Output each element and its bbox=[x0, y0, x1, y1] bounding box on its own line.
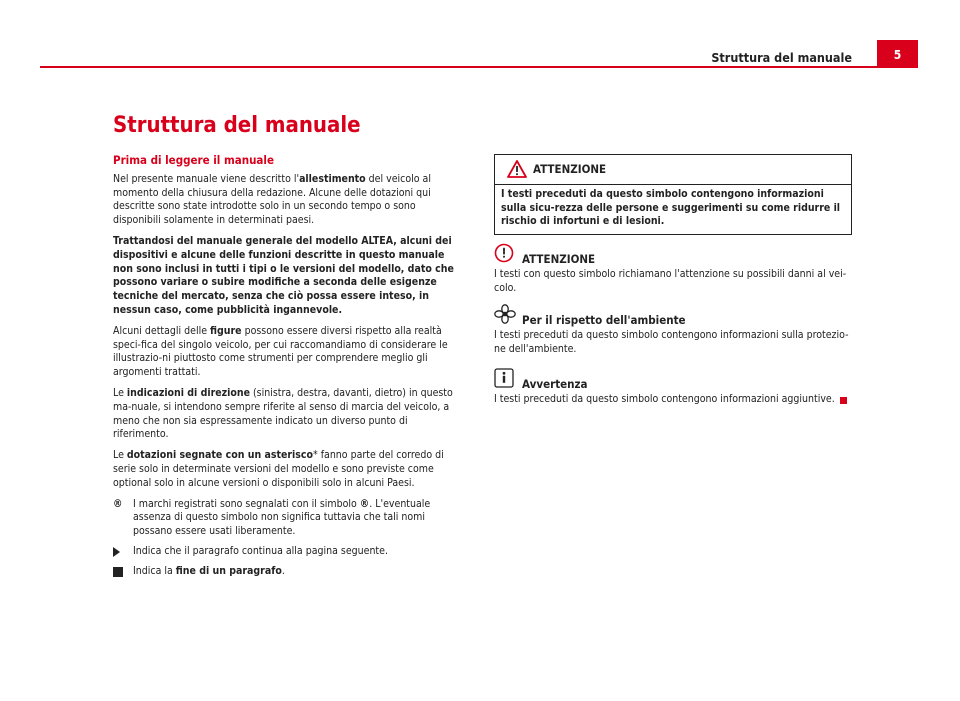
paragraph-asterisk: Le dotazioni segnate con un asterisco* fanno parte del corredo di serie solo in determinate versioni del modello e sono previste come optional solo in alcune versioni o disponibili solo in alcuni Paesi. bbox=[113, 449, 444, 489]
list-item-registered: ® I marchi registrati sono segnalati con il simbolo ®. L'eventuale assenza di questo simbolo non significa tuttavia che tali nomi possano essere usati liberamente. bbox=[113, 497, 431, 538]
header-title: Struttura del manuale bbox=[711, 50, 852, 65]
arrow-right-icon bbox=[113, 547, 120, 557]
note-body: I testi preceduti da questo simbolo contengono informazioni aggiuntive. bbox=[494, 392, 835, 405]
exclamation-circle-icon bbox=[494, 243, 522, 267]
paragraph-disclaimer: Trattandosi del manuale generale del modello ALTEA, alcuni dei dispositivi e alcune delle funzioni descritte in questo manuale non sono inclusi in tutti i tipi o le versioni del modello, dato che possono variare o subire modifiche a seconda delle esigenze tecniche del mercato, senza che ciò possa essere inteso, in nessun caso, come pubblicità ingannevole. bbox=[113, 234, 454, 316]
paragraph-directions: Le indicazioni di direzione (sinistra, destra, davanti, dietro) in questo ma-nuale, si intendono sempre riferite al senso di marcia del veicolo, a meno che non sia espressamente indicato un diverso punto di riferimento. bbox=[113, 386, 453, 441]
info-icon bbox=[494, 368, 522, 392]
list-item-continue: Indica che il paragrafo continua alla pagina seguente. bbox=[113, 545, 465, 559]
paragraph-equipment: Nel presente manuale viene descritto l'allestimento del veicolo al momento della chiusura della redazione. Alcune delle dotazioni qui descritte sono state introdotte solo in un secondo tempo o sono disponibili solamente in determinati paesi. bbox=[113, 172, 431, 227]
list-item-end: Indica la fine di un paragrafo. bbox=[113, 565, 465, 579]
caution-section bbox=[494, 243, 852, 295]
flower-icon bbox=[494, 304, 522, 328]
environment-body: I testi preceduti da questo simbolo contengono informazioni sulla protezio-ne dell'ambiente. bbox=[494, 328, 849, 355]
page-number: 5 bbox=[877, 40, 918, 68]
note-section bbox=[494, 368, 852, 407]
warning-box-title: ATTENZIONE bbox=[533, 161, 607, 176]
registered-icon: ® bbox=[113, 497, 123, 510]
paragraph-figures: Alcuni dettagli delle figure possono essere diversi rispetto alla realtà speci-fica del singolo veicolo, per cui raccomandiamo di considerare le illustrazio-ni piuttosto come strumenti per comprendere meglio gli argomenti trattati. bbox=[113, 324, 448, 379]
note-title: Avvertenza bbox=[522, 377, 588, 391]
left-column bbox=[113, 154, 465, 585]
end-square-icon bbox=[113, 567, 123, 577]
caution-body: I testi con questo simbolo richiamano l'attenzione su possibili danni al vei-colo. bbox=[494, 267, 847, 294]
header-rule bbox=[40, 66, 918, 68]
page-title: Struttura del manuale bbox=[113, 113, 361, 138]
warning-box bbox=[494, 154, 852, 235]
caution-title: ATTENZIONE bbox=[522, 252, 596, 266]
environment-title: Per il rispetto dell'ambiente bbox=[522, 313, 686, 327]
warning-box-body: I testi preceduti da questo simbolo contengono informazioni sulla sicu-rezza delle persone e suggerimenti su come ridurre il rischio di infortuni e di lesioni. bbox=[501, 188, 841, 227]
environment-section bbox=[494, 304, 852, 356]
section-subtitle: Prima di leggere il manuale bbox=[113, 153, 274, 167]
warning-triangle-icon bbox=[507, 160, 527, 182]
end-of-paragraph-icon bbox=[840, 397, 847, 404]
